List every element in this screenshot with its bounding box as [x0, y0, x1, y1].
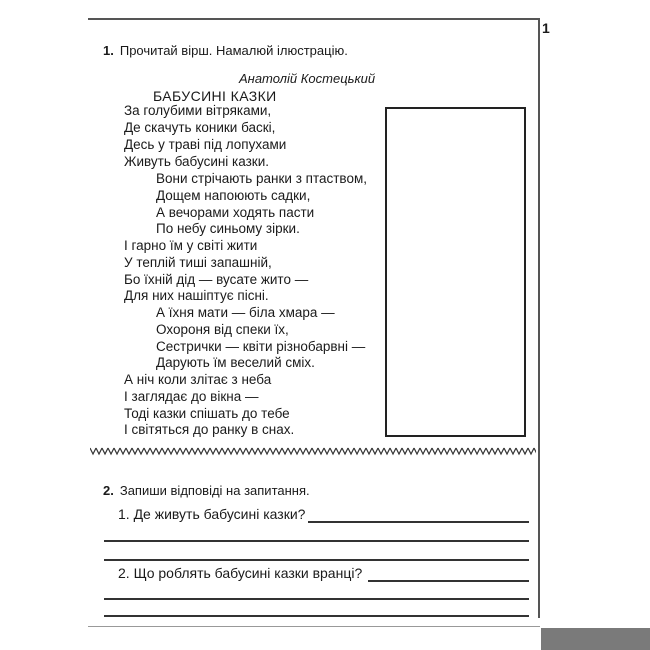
poem-line: А ніч коли злітає з неба: [124, 372, 272, 387]
task-1-number: 1.: [103, 43, 114, 58]
answer-line[interactable]: [368, 580, 529, 582]
poem-line: Де скачуть коники баскі,: [124, 120, 276, 135]
poem-line: Бо їхній дід — вусате жито —: [124, 272, 309, 287]
page-number: 1: [542, 20, 550, 36]
poem-author: Анатолій Костецький: [239, 71, 376, 86]
poem-line: За голубими вітряками,: [124, 103, 272, 118]
task-2-instruction: Запиши відповіді на запитання.: [119, 483, 310, 498]
poem-line: Дарують їм веселий сміх.: [156, 355, 315, 370]
illustration-drawing-area[interactable]: [385, 107, 526, 437]
poem-line: І світяться до ранку в снах.: [124, 422, 295, 437]
section-divider: [90, 446, 536, 456]
task-2-number: 2.: [103, 483, 114, 498]
poem-line: Охороня від спеки їх,: [156, 322, 289, 337]
question-2: 2. Що роблять бабусині казки вранці?: [118, 565, 363, 581]
poem-line: У теплій тиші запашній,: [124, 255, 272, 270]
page-border-right: [538, 18, 540, 618]
answer-line[interactable]: [104, 559, 529, 561]
poem-line: Десь у траві під лопухами: [124, 137, 287, 152]
poem-line: Вони стрічають ранки з птаством,: [156, 171, 367, 186]
poem-line: По небу синьому зірки.: [156, 221, 300, 236]
poem-line: Живуть бабусині казки.: [124, 154, 270, 169]
poem-title: БАБУСИНІ КАЗКИ: [153, 88, 277, 104]
answer-line[interactable]: [308, 521, 529, 523]
poem-line: А їхня мати — біла хмара —: [156, 305, 335, 320]
question-1: 1. Де живуть бабусині казки?: [118, 506, 306, 522]
poem-line: Сестрички — квіти різнобарвні —: [156, 339, 366, 354]
poem-line: А вечорами ходять пасти: [156, 205, 315, 220]
answer-line[interactable]: [104, 615, 529, 617]
poem-line: Для них нашіптує пісні.: [124, 288, 269, 303]
poem-line: І гарно їм у світі жити: [124, 238, 258, 253]
poem-line: І заглядає до вікна —: [124, 389, 259, 404]
task-1-instruction: Прочитай вірш. Намалюй ілюстрацію.: [119, 43, 348, 58]
page-border-top: [88, 18, 540, 20]
answer-line[interactable]: [104, 540, 529, 542]
page-border-bottom: [88, 626, 540, 627]
corner-tab: [541, 628, 650, 650]
answer-line[interactable]: [104, 598, 529, 600]
poem-line: Тоді казки спішать до тебе: [124, 406, 290, 421]
task-2-header: [103, 483, 310, 498]
task-1-header: [103, 43, 348, 58]
poem-line: Дощем напоюють садки,: [156, 188, 311, 203]
